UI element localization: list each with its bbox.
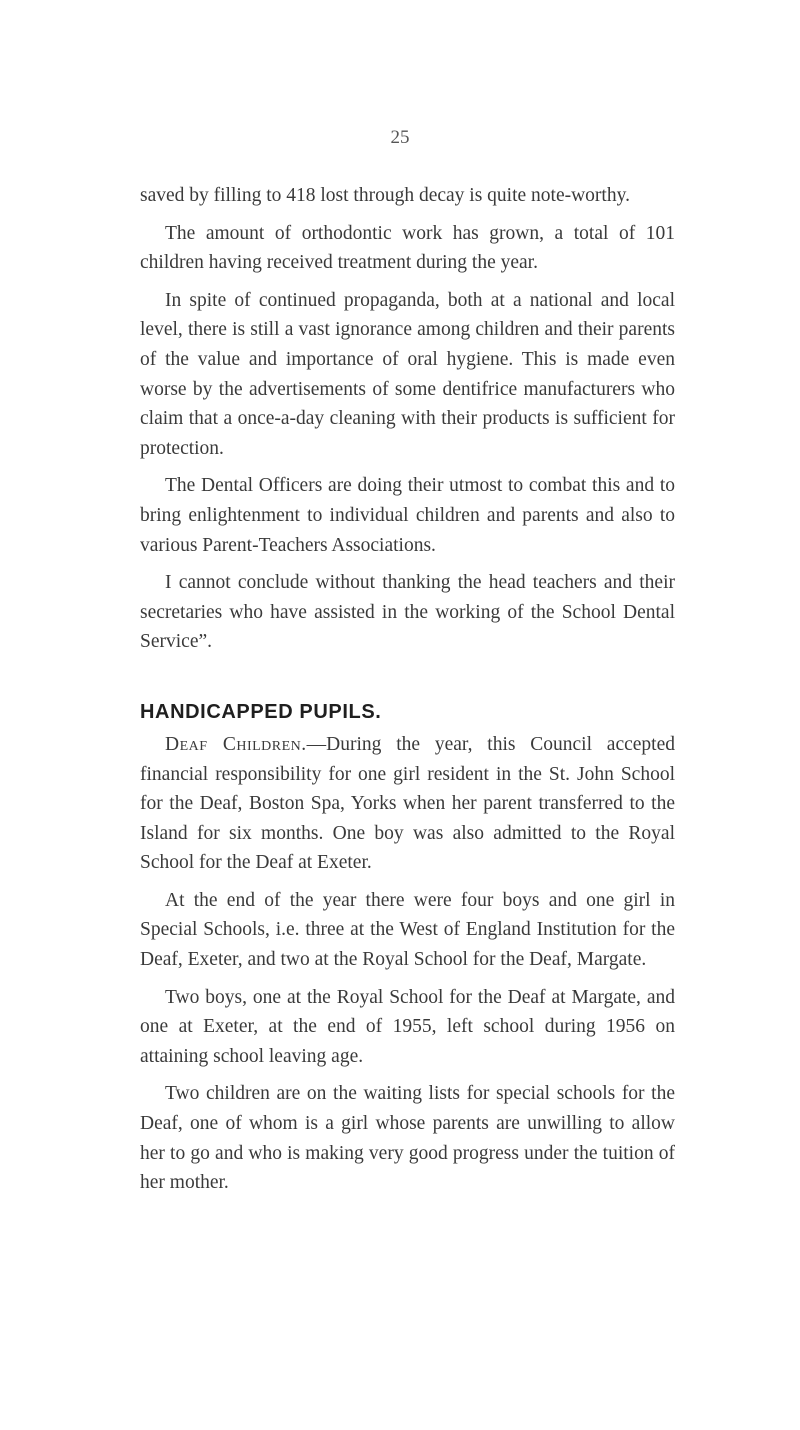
section-heading: HANDICAPPED PUPILS. <box>140 700 382 723</box>
paragraph-dental-fillings: saved by filling to 418 lost through decay is quite note-worthy. <box>140 185 630 206</box>
deaf-children-lead: Deaf Children. <box>165 733 307 755</box>
paragraph-oral-hygiene: In spite of continued propaganda, both at a national and local level, there is still a vast ignorance among children and their parents of the value and importance of oral hygiene. This is made even worse by the advertisements of some dentifrice manufacturers who claim that a once-a-day cleaning with their products is sufficient for protection. <box>140 289 675 459</box>
paragraph-left-school: Two boys, one at the Royal School for the Deaf at Margate, and one at Exeter, at the end of 1955, left school during 1956 on attaining school leaving age. <box>140 986 675 1067</box>
page-number: 25 <box>390 127 410 148</box>
paragraph-deaf-children <box>140 730 675 878</box>
paragraph-acknowledgement: I cannot conclude without thanking the head teachers and their secretaries who have assisted in the working of the School Dental Service”. <box>140 572 675 653</box>
paragraph-dental-officers: The Dental Officers are doing their utmost to combat this and to bring enlightenment to individual children and parents and also to various Parent-Teachers Associations. <box>140 475 675 556</box>
deaf-children-text: —During the year, this Council accepted financial responsibility for one girl resident in the St. John School for the Deaf, Boston Spa, Yorks when her parent transferred to the Island for six months. One boy was also admitted to the Royal School for the Deaf at Exeter. <box>140 733 675 874</box>
document-body <box>140 92 675 1198</box>
paragraph-waiting-lists: Two children are on the waiting lists for special schools for the Deaf, one of whom is a girl whose parents are unwilling to allow her to go and who is making very good progress under the tuition of her mother. <box>140 1083 675 1194</box>
paragraph-orthodontic-work: The amount of orthodontic work has grown, a total of 101 children having received treatment during the year. <box>140 222 675 274</box>
paragraph-special-schools: At the end of the year there were four boys and one girl in Special Schools, i.e. three at the West of England Institution for the Deaf, Exeter, and two at the Royal School for the Deaf, Margate. <box>140 889 675 971</box>
